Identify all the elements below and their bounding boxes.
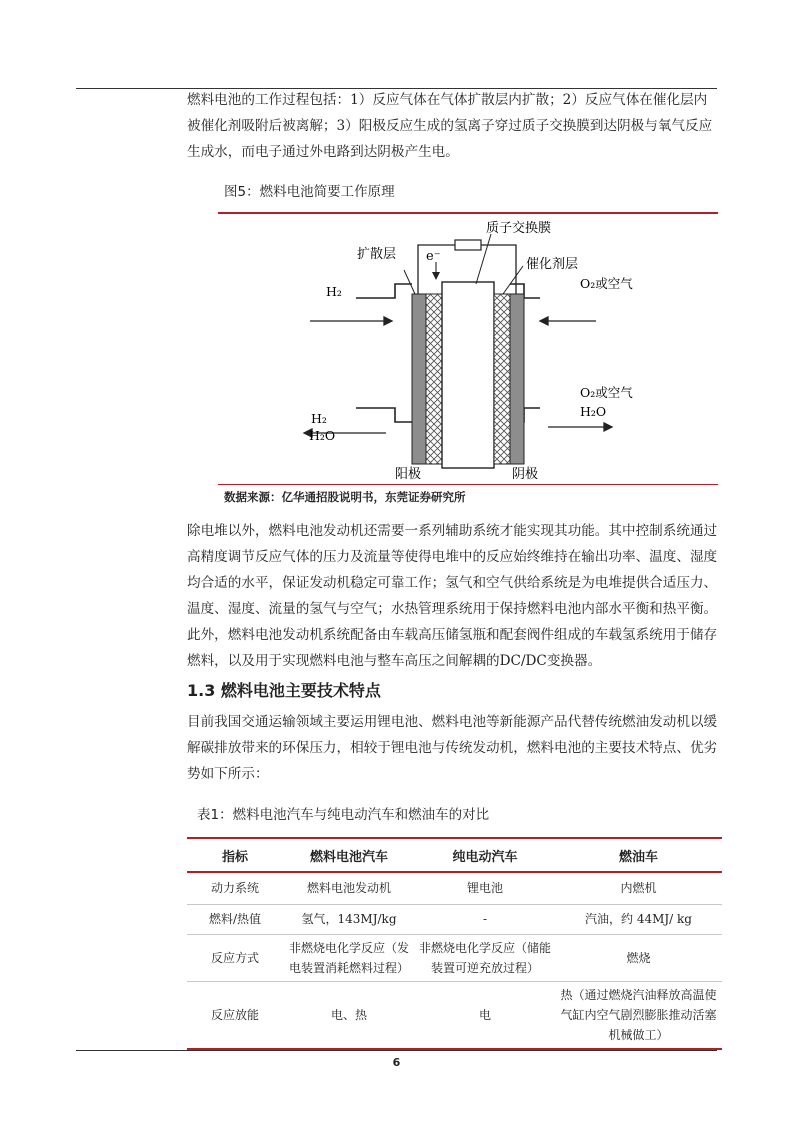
- cathode-catalyst-layer: [494, 294, 510, 464]
- table-title: 表1：燃料电池汽车与纯电动汽车和燃油车的对比: [197, 807, 490, 823]
- footer-rule: [76, 1050, 717, 1051]
- table-cell: 电: [415, 981, 555, 1049]
- paragraph-auxiliary-systems: 除电堆以外，燃料电池发动机还需要一系列辅助系统才能实现其功能。其中控制系统通过高精度调节反应气体的压力及流量等使得电堆中的反应始终维持在输出功率、温度、湿度均合适的水平，保证发动机稳定可靠工作；氢气和空气供给系统是为电堆提供合适压力、温度、湿度、流量的氢气与空气；水热管理系统用于保持燃料电池内部水平衡和热平衡。此外，燃料电池发动机系统配备由车载高压储氢瓶和配套阀件组成的车载氢系统用于储存燃料，以及用于实现燃料电池与整车高压之间解耦的DC/DC变换器。: [187, 523, 718, 669]
- figure-title: 图5：燃料电池简要工作原理: [224, 184, 395, 200]
- label-electron: e⁻: [426, 249, 441, 264]
- header-fuel-vehicle: 燃油车: [555, 838, 722, 872]
- figure-source: 数据来源：亿华通招股说明书，东莞证券研究所: [224, 490, 466, 504]
- table-cell: 电、热: [283, 981, 415, 1049]
- cathode-diffusion-layer: [510, 294, 524, 464]
- header-fuel-cell-vehicle: 燃料电池汽车: [283, 838, 415, 872]
- proton-exchange-membrane: [442, 282, 494, 468]
- anode-catalyst-layer: [426, 294, 442, 464]
- table-cell: -: [415, 904, 555, 934]
- table-cell: 锂电池: [415, 872, 555, 904]
- comparison-table: [187, 837, 722, 1050]
- label-membrane: 质子交换膜: [486, 221, 552, 236]
- table-cell: 反应放能: [187, 981, 283, 1049]
- paragraph-tech-features: 目前我国交通运输领域主要运用锂电池、燃料电池等新能源产品代替传统燃油发动机以缓解碳排放带来的环保压力，相较于锂电池与传统发动机，燃料电池的主要技术特点、优劣势如下所示：: [187, 714, 718, 782]
- table-cell: 汽油，约 44MJ/ kg: [555, 904, 722, 934]
- label-h2o-left: H₂O: [309, 428, 336, 443]
- table-row: [187, 981, 722, 1049]
- table-cell: 氢气，143MJ/kg: [283, 904, 415, 934]
- table-row: [187, 904, 722, 934]
- header-metric: 指标: [187, 838, 283, 872]
- table-cell: 燃料电池发动机: [283, 872, 415, 904]
- label-anode: 阳极: [395, 467, 422, 482]
- label-cathode: 阴极: [512, 467, 539, 482]
- label-h2-out: H₂: [311, 411, 327, 426]
- intro-paragraph: 燃料电池的工作过程包括：1）反应气体在气体扩散层内扩散；2）反应气体在催化层内被催化剂吸附后被离解；3）阳极反应生成的氢离子穿过质子交换膜到达阴极与氧气反应生成水，而电子通过外电路到达阴极产生电。: [187, 92, 713, 160]
- table-row: [187, 934, 722, 981]
- table-cell: 燃烧: [555, 934, 722, 981]
- page-number: 6: [392, 1056, 401, 1069]
- table-cell: 燃料/热值: [187, 904, 283, 934]
- table-header-row: [187, 838, 722, 872]
- figure-bottom-rule: [218, 484, 718, 485]
- table-cell: 非燃烧电化学反应（发电装置消耗燃料过程）: [283, 934, 415, 981]
- table-cell: 热（通过燃烧汽油释放高温使气缸内空气剧烈膨胀推动活塞机械做工）: [555, 981, 722, 1049]
- fuel-cell-diagram: [0, 214, 793, 484]
- table-cell: 内燃机: [555, 872, 722, 904]
- table-cell: 反应方式: [187, 934, 283, 981]
- table-cell: 非燃烧电化学反应（储能装置可逆充放过程）: [415, 934, 555, 981]
- load-resistor: [455, 240, 481, 250]
- label-diffusion-layer: 扩散层: [357, 247, 397, 262]
- label-catalyst-layer: 催化剂层: [526, 257, 579, 272]
- table-cell: 动力系统: [187, 872, 283, 904]
- label-o2-out: O₂或空气: [580, 385, 633, 400]
- label-o2-in: O₂或空气: [580, 276, 633, 291]
- anode-diffusion-layer: [412, 294, 426, 464]
- section-heading: 1.3 燃料电池主要技术特点: [187, 681, 381, 700]
- label-h2o-right: H₂O: [580, 404, 607, 419]
- header-electric-vehicle: 纯电动汽车: [415, 838, 555, 872]
- table-row: [187, 872, 722, 904]
- label-h2-in: H₂: [326, 284, 342, 299]
